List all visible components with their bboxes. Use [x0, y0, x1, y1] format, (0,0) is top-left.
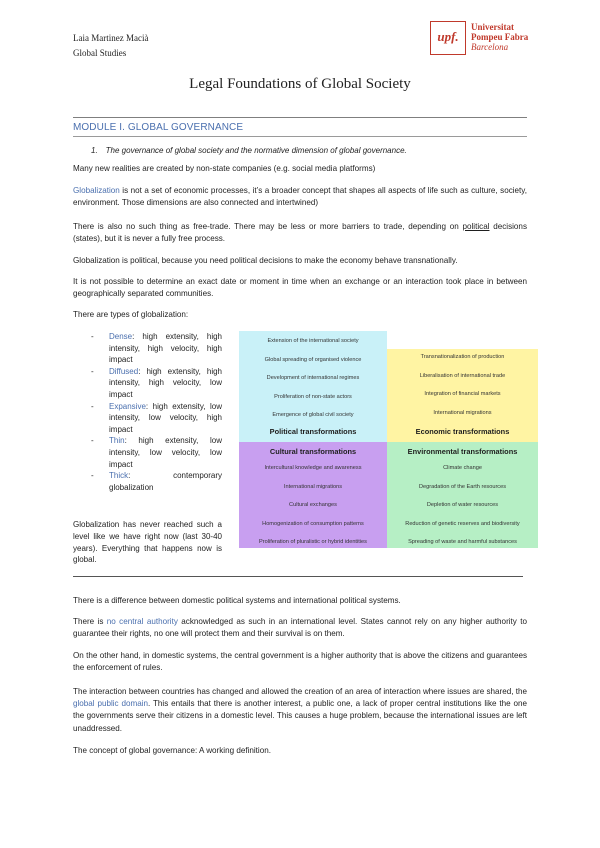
item-text: The governance of global society and the normative dimension of global governance. — [105, 146, 407, 155]
diagram-item: Spreading of waste and harmful substances — [408, 539, 517, 545]
logo-line2: Pompeu Fabra — [471, 32, 529, 42]
page-title: Legal Foundations of Global Society — [189, 76, 411, 92]
list-item: - Diffused: high extensity, high intensity, high velocity, low impact — [91, 366, 222, 399]
term-highlight: Globalization — [73, 186, 120, 195]
diagram-item: Development of international regimes — [266, 375, 360, 381]
list-item: - Thick: contemporary globalization — [91, 471, 222, 492]
diagram-item: Intercultural knowledge and awareness — [264, 465, 362, 471]
logo-line3: Barcelona — [471, 42, 509, 52]
type-desc: : high extensity, low intensity, low velocity, low impact — [109, 436, 222, 469]
paragraph-text: acknowledged as such in an international level. States cannot rely on any higher authority to guarantee their rights, no one will protect them and their survival is on them. — [73, 617, 527, 639]
diagram-item: Homogenization of consumption patterns — [262, 520, 364, 527]
environmental-items — [387, 459, 538, 552]
diagram-item: International migrations — [433, 409, 492, 416]
globalization-types-list — [91, 331, 222, 493]
diagram-item: International migrations — [283, 483, 343, 490]
type-desc: : contemporary globalization — [109, 471, 222, 492]
paragraph: There are types of globalization: — [73, 310, 189, 319]
paragraph-text: There is — [73, 617, 107, 626]
type-name: Diffused — [109, 366, 139, 376]
module-heading: MODULE I. GLOBAL GOVERNANCE — [73, 122, 244, 133]
term-highlight: no central authority — [106, 617, 178, 626]
diagram-item: Global spreading of organised violence — [264, 356, 362, 363]
diagram-item: Liberalisation of international trade — [419, 372, 506, 379]
underlined-term: political — [462, 222, 490, 231]
paragraph-text: . This entails that there is another interest, a public one, a lack of proper central institutions like the one the governments serve their citizens in a domestic level. This causes a huge problem, because the international issues are left unaddressed. — [73, 699, 527, 733]
paragraph-text: The interaction between countries has changed and allowed the creation of an area of interaction where issues are shared, the — [73, 687, 527, 696]
list-item: - Dense: high extensity, high intensity, high velocity, high impact — [91, 332, 222, 365]
logo-mark: upf. — [430, 21, 466, 55]
paragraph: Many new realities are created by non-state companies (e.g. social media platforms) — [73, 164, 376, 173]
diagram-item: Depletion of water resources — [426, 502, 499, 508]
author-name: Laia Martinez Macià — [73, 33, 149, 43]
type-desc: : high extensity, high intensity, high velocity, high impact — [109, 332, 222, 365]
paragraph — [73, 185, 527, 209]
diagram-item: Transnationalization of production — [420, 354, 505, 360]
university-logo — [430, 21, 540, 55]
diagram-item: Cultural exchanges — [289, 502, 337, 508]
diagram-blank-corner — [387, 331, 538, 349]
environmental-quadrant — [387, 442, 538, 548]
diagram-item: Reduction of genetic reserves and biodiversity — [405, 520, 520, 527]
list-item: - Expansive: high extensity, low intensity, low velocity, high impact — [91, 401, 222, 434]
political-items — [239, 332, 387, 425]
type-name: Dense — [109, 332, 133, 341]
paragraph: On the other hand, in domestic systems, the central government is a higher authority that is above the citizens and guarantees the enforcement of rules. — [73, 651, 527, 673]
module-divider — [73, 136, 527, 137]
economic-items — [387, 348, 538, 422]
numbered-item — [91, 146, 407, 155]
document-header — [73, 31, 148, 61]
paragraph — [73, 686, 527, 735]
type-name: Thick — [109, 471, 129, 481]
paragraph — [73, 616, 527, 640]
title-divider — [73, 117, 527, 118]
cultural-title: Cultural transformations — [269, 447, 357, 456]
term-highlight: global public domain — [73, 699, 149, 709]
logo-line1: Universitat — [471, 22, 514, 32]
type-desc: : high extensity, low intensity, low velocity, high impact — [109, 401, 222, 434]
type-name: Expansive — [109, 401, 146, 411]
diagram-item: Degradation of the Earth resources — [418, 483, 507, 490]
diagram-item: Emergence of global civil society — [272, 412, 354, 418]
paragraph — [73, 221, 527, 245]
diagram-item: Extension of the international society — [267, 338, 359, 344]
paragraph-text: There is also no such thing as free-trade. There may be less or more barriers to trade, depending on — [73, 222, 463, 231]
logo-text — [471, 22, 528, 52]
paragraph: There is a difference between domestic political systems and international political systems. — [73, 596, 401, 605]
paragraph-text: is not a set of economic processes, it’s a broader concept that shapes all aspects of life such as culture, society, environment. Those dimensions are also connected and intertwined) — [73, 186, 527, 208]
economic-title: Economic transformations — [415, 427, 510, 436]
diagram-item: Climate change — [443, 465, 482, 471]
globalization-note: Globalization has never reached such a level like we have right now (last 30-40 years). Everything that happens now is global. — [73, 520, 222, 565]
item-number: 1. — [91, 146, 98, 155]
paragraph-text: decisions (states), but it is never a fully free process. — [73, 222, 527, 244]
course-name: Global Studies — [73, 48, 127, 58]
diagram-item: Integration of financial markets — [424, 391, 501, 397]
diagram-item: Proliferation of pluralistic or hybrid identities — [259, 539, 367, 545]
type-name: Thin — [109, 436, 125, 446]
political-title: Political transformations — [269, 427, 357, 436]
paragraph: It is not possible to determine an exact date or moment in time when an exchange or an interaction took place in between geographically separated communities. — [73, 277, 527, 299]
paragraph: The concept of global governance: A working definition. — [73, 746, 271, 755]
diagram-item: Proliferation of non-state actors — [274, 393, 352, 400]
cultural-items — [239, 459, 387, 552]
environmental-title: Environmental transformations — [407, 447, 518, 456]
list-item: - Thin: high extensity, low intensity, low velocity, low impact — [91, 436, 222, 469]
cultural-quadrant — [239, 442, 387, 548]
paragraph: Globalization is political, because you need political decisions to make the economy behave transnationally. — [73, 256, 458, 265]
section-divider — [73, 576, 523, 577]
political-quadrant — [239, 331, 387, 442]
type-desc: : high extensity, high intensity, high velocity, low impact — [109, 366, 222, 399]
